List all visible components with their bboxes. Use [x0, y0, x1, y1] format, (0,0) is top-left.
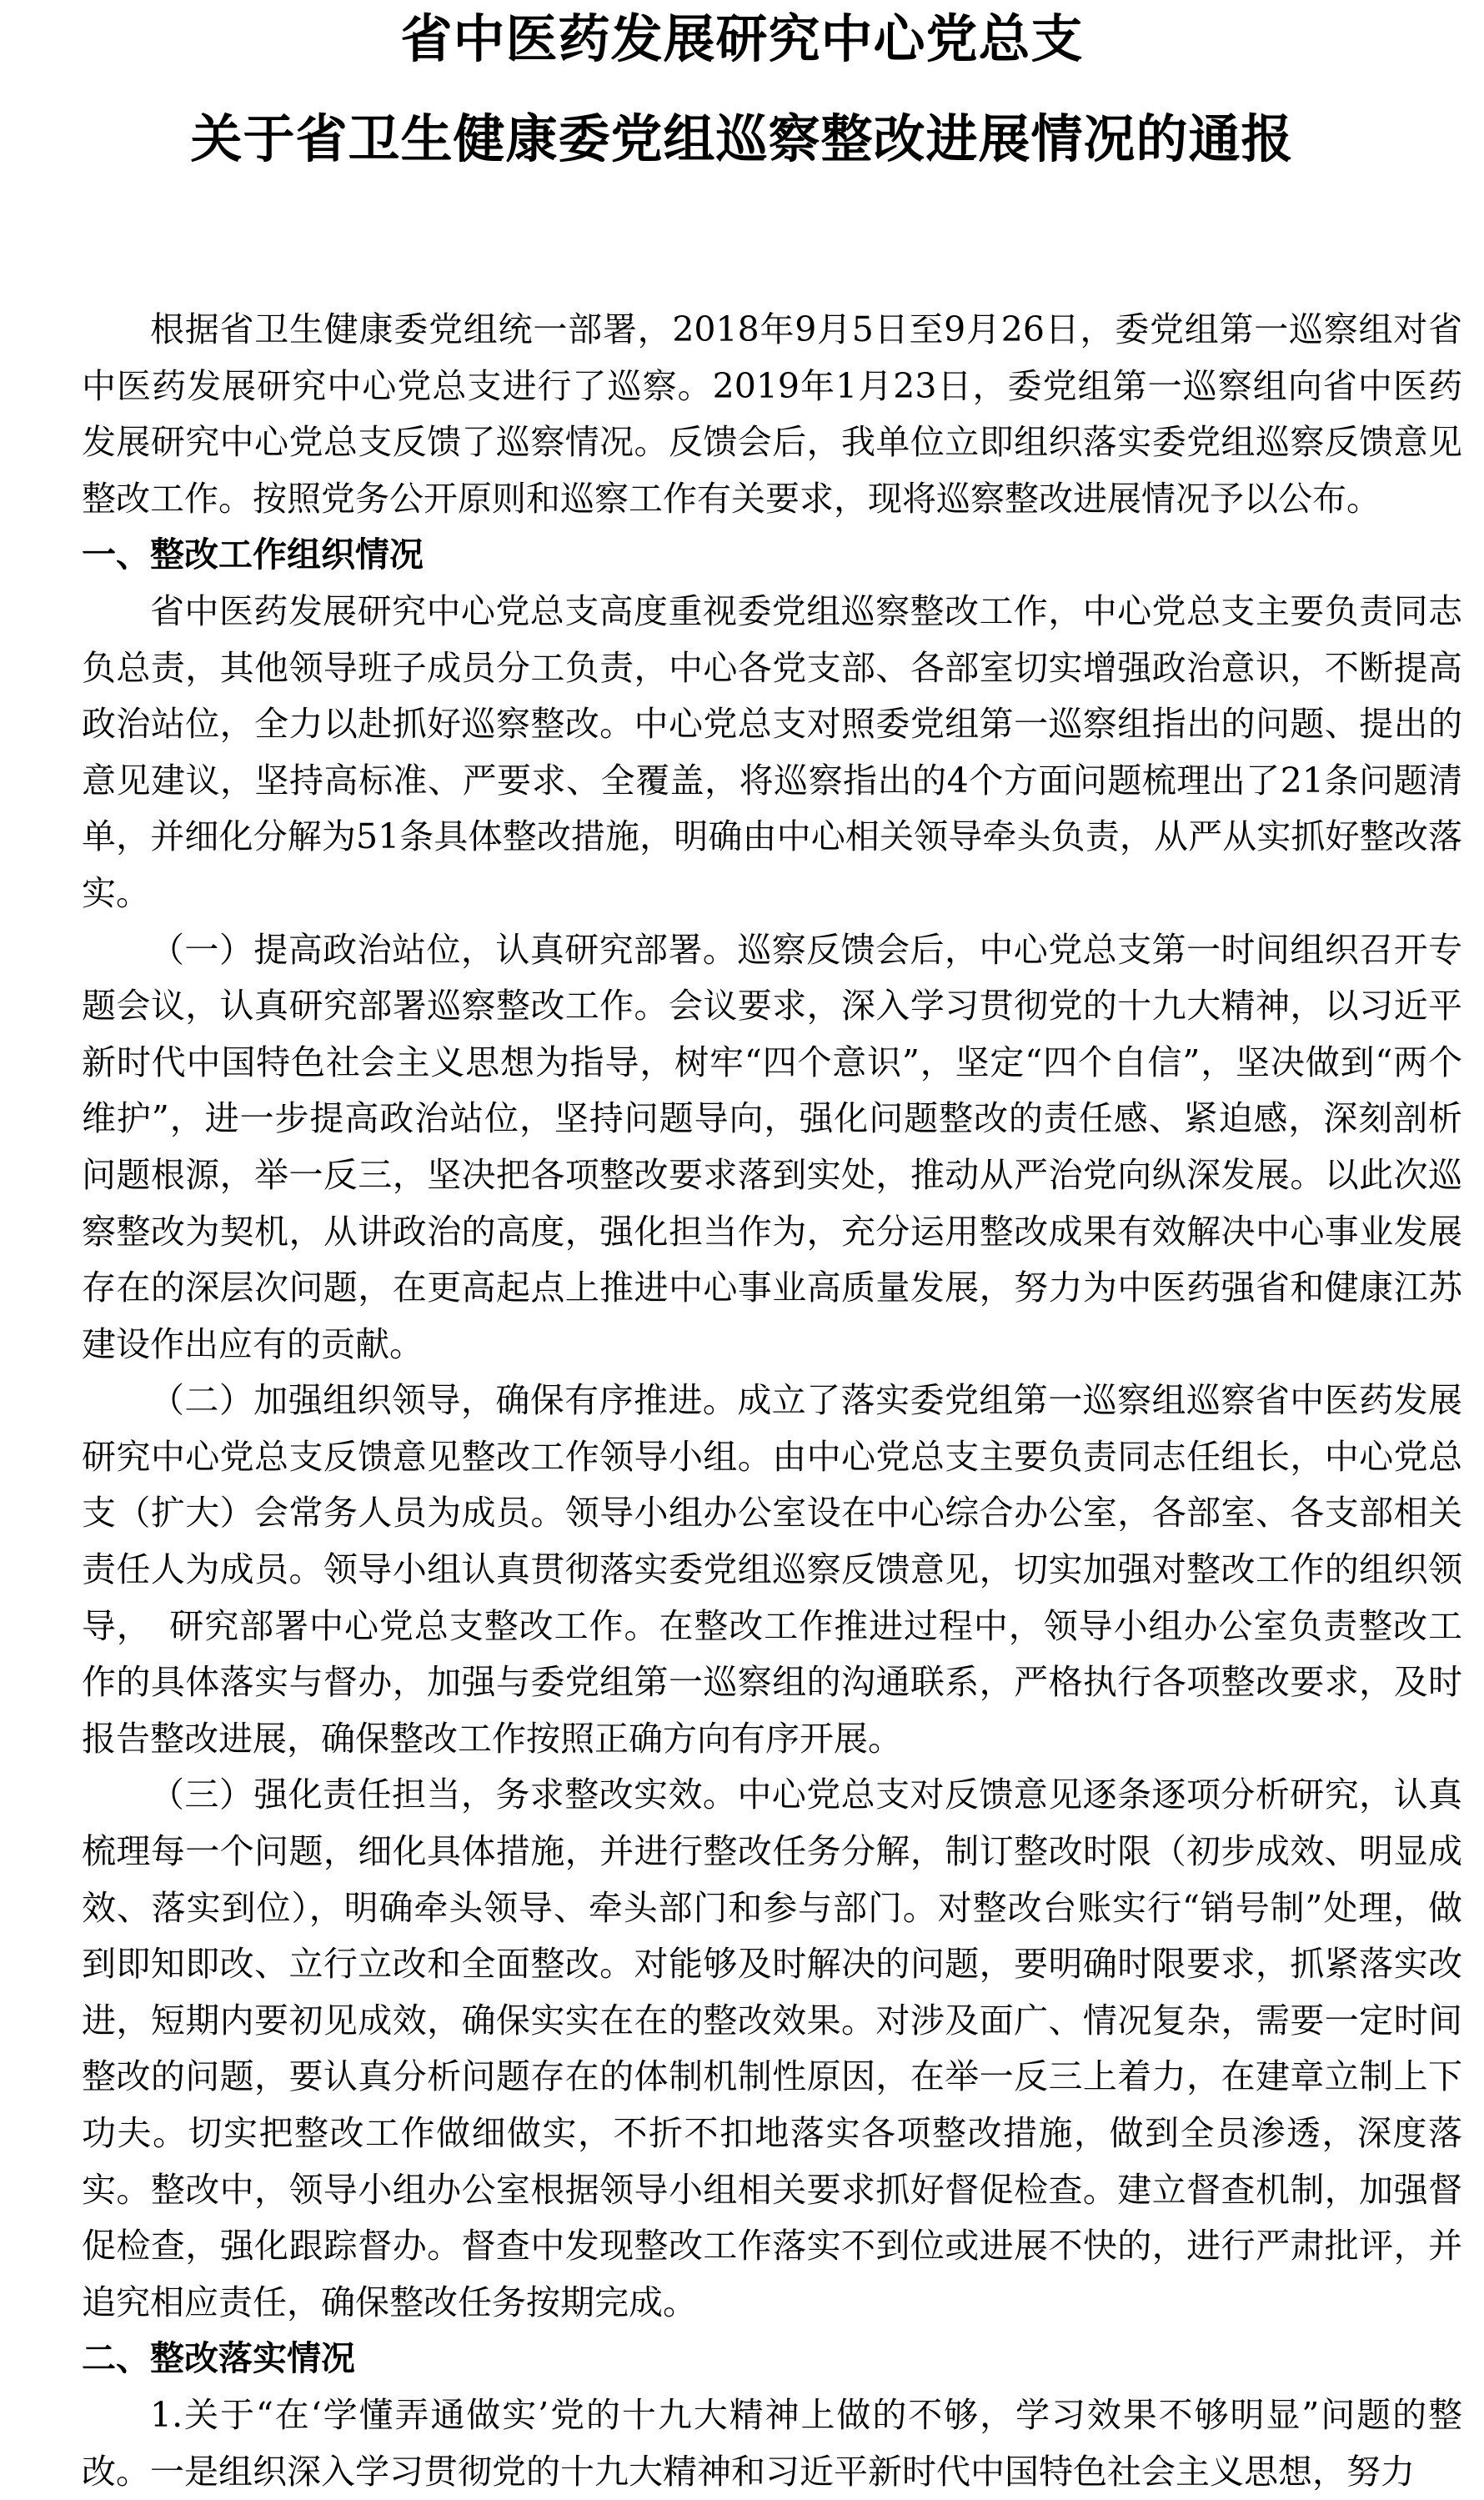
subsection3-paragraph: （三）强化责任担当，务求整改实效。中心党总支对反馈意见逐条逐项分析研究，认真梳理每一个问题，细化具体措施，并进行整改任务分解，制订整改时限（初步成效、明显成效、落实到位），明确牵头领导、牵头部门和参与部门。对整改台账实行“销号制”处理，做到即知即改、立行立改和全面整改。对能够及时解决的问题，要明确时限要求，抓紧落实改进，短期内要初见成效，确保实实在在的整改效果。对涉及面广、情况复杂，需要一定时间整改的问题，要认真分析问题存在的体制机制性原因，在举一反三上着力，在建章立制上下功夫。切实把整改工作做细做实，不折不扣地落实各项整改措施，做到全员渗透，深度落实。整改中，领导小组办公室根据领导小组相关要求抓好督促检查。建立督查机制，加强督促检查，强化跟踪督办。督查中发现整改工作落实不到位或进展不快的，进行严肃批评，并追究相应责任，确保整改任务按期完成。 — [82, 1775, 1462, 2322]
document-body — [82, 302, 1462, 2500]
section2-heading: 二、整改落实情况 — [82, 2338, 355, 2379]
document-title-line1: 省中医药发展研究中心党总支 — [400, 8, 1084, 69]
subsection1-paragraph: （一）提高政治站位，认真研究部署。巡察反馈会后，中心党总支第一时间组织召开专题会议，认真研究部署巡察整改工作。会议要求，深入学习贯彻党的十九大精神，以习近平新时代中国特色社会主义思想为指导，树牢“四个意识”，坚定“四个自信”，坚决做到“两个维护”，进一步提高政治站位，坚持问题导向，强化问题整改的责任感、紧迫感，深刻剖析问题根源，举一反三，坚决把各项整改要求落到实处，推动从严治党向纵深发展。以此次巡察整改为契机，从讲政治的高度，强化担当作为，充分运用整改成果有效解决中心事业发展存在的深层次问题，在更高起点上推进中心事业高质量发展，努力为中医药强省和健康江苏建设作出应有的贡献。 — [82, 929, 1462, 1364]
section1-heading: 一、整改工作组织情况 — [82, 535, 424, 575]
document-title-line2: 关于省卫生健康委党组巡察整改进展情况的通报 — [190, 108, 1294, 169]
item1-paragraph: 1.关于“在‘学懂弄通做实’党的十九大精神上做的不够，学习效果不够明显”问题的整改。一是组织深入学习贯彻党的十九大精神和习近平新时代中国特色社会主义思想，努力 — [82, 2394, 1462, 2492]
intro-paragraph: 根据省卫生健康委党组统一部署，2018年9月5日至9月26日，委党组第一巡察组对省中医药发展研究中心党总支进行了巡察。2019年1月23日，委党组第一巡察组向省中医药发展研究中心党总支反馈了巡察情况。反馈会后，我单位立即组织落实委党组巡察反馈意见整改工作。按照党务公开原则和巡察工作有关要求，现将巡察整改进展情况予以公布。 — [82, 309, 1462, 519]
section1-paragraph: 省中医药发展研究中心党总支高度重视委党组巡察整改工作，中心党总支主要负责同志负总责，其他领导班子成员分工负责，中心各党支部、各部室切实增强政治意识，不断提高政治站位，全力以赴抓好巡察整改。中心党总支对照委党组第一巡察组指出的问题、提出的意见建议，坚持高标准、严要求、全覆盖，将巡察指出的4个方面问题梳理出了21条问题清单，并细化分解为51条具体整改措施，明确由中心相关领导牵头负责，从严从实抓好整改落实。 — [82, 590, 1462, 913]
subsection2-paragraph: （二）加强组织领导，确保有序推进。成立了落实委党组第一巡察组巡察省中医药发展研究中心党总支反馈意见整改工作领导小组。由中心党总支主要负责同志任组长，中心党总支（扩大）会常务人员为成员。领导小组办公室设在中心综合办公室，各部室、各支部相关责任人为成员。领导小组认真贯彻落实委党组巡察反馈意见，切实加强对整改工作的组织领导， 研究部署中心党总支整改工作。在整改工作推进过程中，领导小组办公室负责整改工作的具体落实与督办，加强与委党组第一巡察组的沟通联系，严格执行各项整改要求，及时报告整改进展，确保整改工作按照正确方向有序开展。 — [82, 1380, 1462, 1759]
